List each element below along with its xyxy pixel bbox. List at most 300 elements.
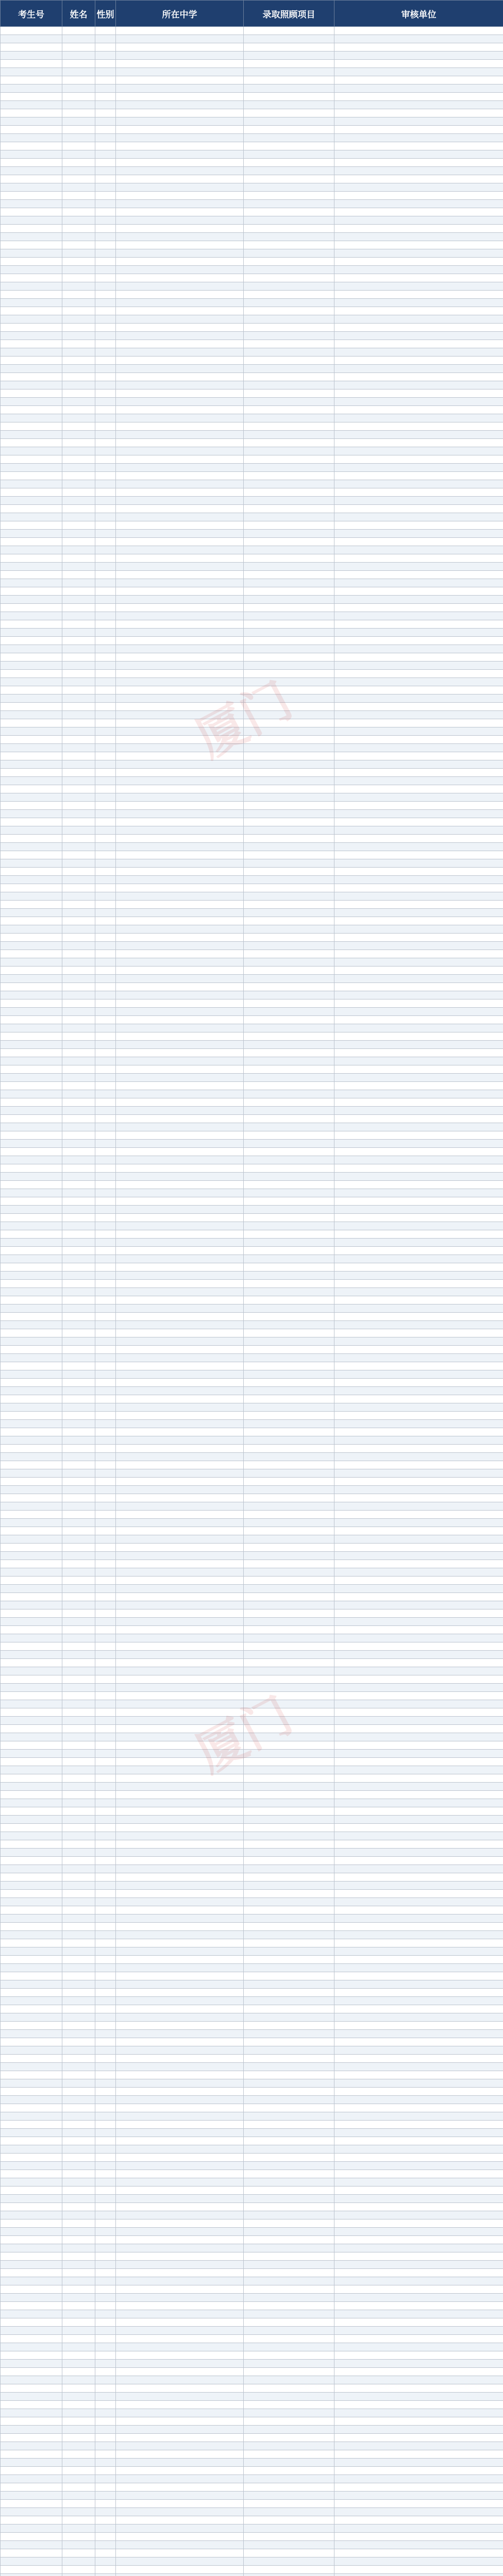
table-row	[1, 68, 503, 76]
table-cell	[62, 1469, 95, 1478]
table-cell	[116, 868, 244, 876]
table-row	[1, 983, 503, 991]
table-cell	[1, 2121, 62, 2129]
table-cell	[62, 1898, 95, 1906]
table-cell	[1, 35, 62, 43]
table-cell	[95, 134, 116, 142]
table-cell	[62, 2030, 95, 2038]
table-cell	[244, 1824, 334, 1832]
table-cell	[244, 2129, 334, 2137]
table-row	[1, 431, 503, 439]
table-cell	[1, 1758, 62, 1766]
table-cell	[1, 2508, 62, 2516]
table-cell	[334, 167, 503, 175]
table-cell	[334, 1304, 503, 1313]
table-cell	[244, 1379, 334, 1387]
table-cell	[62, 1626, 95, 1634]
table-cell	[95, 1865, 116, 1873]
table-cell	[116, 694, 244, 703]
table-cell	[95, 826, 116, 835]
table-row	[1, 1947, 503, 1956]
table-cell	[1, 1428, 62, 1436]
table-cell	[244, 1783, 334, 1791]
table-cell	[95, 2261, 116, 2269]
table-cell	[116, 1865, 244, 1873]
table-cell	[62, 150, 95, 159]
table-cell	[1, 1609, 62, 1618]
table-cell	[334, 365, 503, 373]
table-cell	[244, 134, 334, 142]
table-cell	[1, 1486, 62, 1494]
table-cell	[334, 1239, 503, 1247]
table-cell	[1, 2211, 62, 2219]
table-row	[1, 2187, 503, 2195]
table-cell	[95, 818, 116, 826]
table-cell	[1, 563, 62, 571]
table-row	[1, 1708, 503, 1717]
table-cell	[116, 142, 244, 150]
table-cell	[1, 1585, 62, 1593]
table-cell	[95, 2063, 116, 2071]
table-cell	[116, 703, 244, 711]
table-cell	[1, 1189, 62, 1197]
table-cell	[95, 1346, 116, 1354]
table-cell	[244, 736, 334, 744]
table-cell	[95, 1206, 116, 1214]
table-cell	[244, 1956, 334, 1964]
table-cell	[62, 1173, 95, 1181]
table-cell	[116, 2467, 244, 2475]
table-cell	[62, 1140, 95, 1148]
table-cell	[95, 596, 116, 604]
table-row	[1, 233, 503, 241]
table-cell	[116, 1560, 244, 1568]
table-cell	[334, 266, 503, 274]
table-cell	[95, 1560, 116, 1568]
table-row	[1, 1478, 503, 1486]
table-cell	[1, 324, 62, 332]
table-cell	[95, 1214, 116, 1222]
table-cell	[244, 68, 334, 76]
table-row	[1, 859, 503, 868]
table-cell	[62, 1461, 95, 1469]
table-cell	[1, 183, 62, 192]
table-cell	[334, 2079, 503, 2088]
table-cell	[116, 2178, 244, 2187]
table-cell	[244, 2096, 334, 2104]
table-cell	[116, 538, 244, 546]
table-cell	[95, 2154, 116, 2162]
table-cell	[334, 258, 503, 266]
table-row	[1, 2376, 503, 2384]
table-cell	[1, 1412, 62, 1420]
table-cell	[334, 1090, 503, 1098]
table-cell	[334, 2360, 503, 2368]
table-row	[1, 744, 503, 752]
table-row	[1, 843, 503, 851]
table-row	[1, 2557, 503, 2566]
table-cell	[116, 2434, 244, 2442]
table-cell	[334, 513, 503, 521]
table-row	[1, 1239, 503, 1247]
table-cell	[244, 1931, 334, 1939]
table-cell	[1, 810, 62, 818]
table-row	[1, 497, 503, 505]
table-cell	[62, 554, 95, 563]
table-cell	[62, 1436, 95, 1445]
table-cell	[1, 662, 62, 670]
table-cell	[62, 645, 95, 653]
table-cell	[334, 1156, 503, 1164]
table-cell	[1, 480, 62, 488]
table-cell	[244, 1791, 334, 1799]
table-cell	[334, 1173, 503, 1181]
table-cell	[334, 1362, 503, 1370]
table-cell	[95, 554, 116, 563]
table-cell	[95, 192, 116, 200]
table-row	[1, 192, 503, 200]
table-cell	[62, 357, 95, 365]
table-cell	[62, 315, 95, 324]
table-cell	[116, 150, 244, 159]
table-cell	[116, 1420, 244, 1428]
table-cell	[95, 2459, 116, 2467]
table-cell	[244, 999, 334, 1008]
table-cell	[116, 2088, 244, 2096]
table-cell	[334, 282, 503, 291]
table-cell	[244, 1914, 334, 1923]
table-cell	[1, 1799, 62, 1807]
table-cell	[116, 1222, 244, 1230]
table-cell	[116, 2508, 244, 2516]
table-row	[1, 2475, 503, 2483]
table-row	[1, 1857, 503, 1865]
table-cell	[62, 291, 95, 299]
table-cell	[62, 1412, 95, 1420]
table-cell	[116, 1008, 244, 1016]
table-cell	[334, 2096, 503, 2104]
table-cell	[1, 826, 62, 835]
table-row	[1, 876, 503, 884]
table-cell	[1, 315, 62, 324]
table-cell	[244, 2434, 334, 2442]
table-cell	[95, 1403, 116, 1412]
table-cell	[244, 2541, 334, 2549]
table-cell	[244, 1164, 334, 1173]
table-row	[1, 1428, 503, 1436]
table-cell	[95, 2409, 116, 2417]
table-cell	[116, 2154, 244, 2162]
table-cell	[62, 2211, 95, 2219]
table-cell	[244, 2442, 334, 2450]
table-cell	[62, 2541, 95, 2549]
table-cell	[116, 835, 244, 843]
table-cell	[334, 299, 503, 307]
table-cell	[244, 241, 334, 249]
table-cell	[116, 398, 244, 406]
table-cell	[95, 52, 116, 60]
table-cell	[244, 76, 334, 84]
table-cell	[1, 1230, 62, 1239]
table-cell	[334, 1890, 503, 1898]
table-cell	[334, 1766, 503, 1774]
table-cell	[1, 291, 62, 299]
table-cell	[62, 587, 95, 596]
table-cell	[1, 975, 62, 983]
table-cell	[62, 1642, 95, 1651]
table-cell	[62, 2071, 95, 2079]
table-row	[1, 950, 503, 958]
table-cell	[62, 381, 95, 389]
table-row	[1, 488, 503, 497]
table-cell	[244, 546, 334, 554]
table-cell	[95, 653, 116, 662]
table-cell	[244, 299, 334, 307]
table-cell	[116, 1939, 244, 1947]
table-row	[1, 1741, 503, 1750]
table-cell	[334, 241, 503, 249]
table-cell	[334, 142, 503, 150]
table-row	[1, 1131, 503, 1140]
table-cell	[1, 1049, 62, 1057]
table-cell	[62, 2244, 95, 2252]
table-cell	[334, 1997, 503, 2005]
table-cell	[244, 1502, 334, 1511]
table-cell	[116, 1882, 244, 1890]
table-row	[1, 967, 503, 975]
table-cell	[62, 612, 95, 620]
table-cell	[334, 1840, 503, 1849]
table-cell	[244, 563, 334, 571]
table-row	[1, 1890, 503, 1898]
table-cell	[95, 1288, 116, 1296]
table-cell	[334, 2401, 503, 2409]
table-cell	[334, 1989, 503, 1997]
table-cell	[95, 1337, 116, 1346]
table-cell	[116, 1140, 244, 1148]
table-cell	[62, 711, 95, 719]
table-cell	[116, 2483, 244, 2492]
table-row	[1, 2310, 503, 2318]
table-cell	[1, 381, 62, 389]
table-cell	[1, 521, 62, 530]
table-cell	[116, 554, 244, 563]
table-cell	[62, 1733, 95, 1741]
table-cell	[62, 752, 95, 760]
table-cell	[244, 1107, 334, 1115]
table-cell	[1, 1370, 62, 1379]
table-cell	[244, 2277, 334, 2285]
table-cell	[62, 2302, 95, 2310]
table-cell	[62, 1609, 95, 1618]
table-cell	[116, 942, 244, 950]
table-cell	[1, 1725, 62, 1733]
table-cell	[334, 488, 503, 497]
table-cell	[95, 2417, 116, 2426]
table-cell	[116, 1313, 244, 1321]
table-cell	[334, 2145, 503, 2154]
table-cell	[334, 1898, 503, 1906]
table-cell	[244, 505, 334, 513]
table-cell	[1, 967, 62, 975]
table-cell	[244, 2046, 334, 2055]
table-cell	[95, 2005, 116, 2013]
table-cell	[334, 1082, 503, 1090]
table-cell	[1, 1857, 62, 1865]
table-row	[1, 1486, 503, 1494]
table-cell	[1, 950, 62, 958]
table-cell	[334, 389, 503, 398]
table-cell	[334, 183, 503, 192]
table-cell	[1, 868, 62, 876]
table-row	[1, 447, 503, 455]
table-cell	[1, 1708, 62, 1717]
table-cell	[116, 1395, 244, 1403]
table-cell	[62, 1214, 95, 1222]
table-cell	[1, 1156, 62, 1164]
table-cell	[95, 365, 116, 373]
table-cell	[116, 1494, 244, 1502]
table-cell	[116, 1519, 244, 1527]
table-cell	[116, 2549, 244, 2557]
table-cell	[62, 769, 95, 777]
table-cell	[334, 934, 503, 942]
table-cell	[95, 1074, 116, 1082]
table-cell	[62, 1387, 95, 1395]
table-cell	[62, 1593, 95, 1601]
table-cell	[116, 1684, 244, 1692]
table-cell	[62, 1700, 95, 1708]
table-cell	[1, 1972, 62, 1980]
table-cell	[62, 983, 95, 991]
table-cell	[62, 200, 95, 208]
table-cell	[62, 1346, 95, 1354]
table-cell	[116, 1346, 244, 1354]
table-cell	[244, 1214, 334, 1222]
table-cell	[95, 1659, 116, 1667]
table-cell	[116, 2030, 244, 2038]
table-cell	[334, 538, 503, 546]
table-cell	[95, 1725, 116, 1733]
table-cell	[1, 802, 62, 810]
table-row	[1, 159, 503, 167]
table-cell	[244, 1593, 334, 1601]
table-row	[1, 917, 503, 925]
table-cell	[1, 934, 62, 942]
table-cell	[62, 1947, 95, 1956]
table-cell	[1, 571, 62, 579]
table-cell	[116, 925, 244, 934]
table-cell	[62, 2417, 95, 2426]
table-row	[1, 348, 503, 357]
table-cell	[62, 2360, 95, 2368]
table-cell	[62, 126, 95, 134]
table-cell	[116, 587, 244, 596]
table-cell	[244, 1906, 334, 1914]
table-cell	[95, 1807, 116, 1816]
table-row	[1, 1568, 503, 1577]
table-cell	[334, 2038, 503, 2046]
table-cell	[95, 340, 116, 348]
table-cell	[95, 1593, 116, 1601]
table-cell	[334, 604, 503, 612]
table-cell	[334, 1568, 503, 1577]
table-cell	[1, 2203, 62, 2211]
table-cell	[334, 2557, 503, 2566]
table-cell	[62, 2261, 95, 2269]
table-row	[1, 2063, 503, 2071]
table-cell	[116, 1914, 244, 1923]
table-row	[1, 653, 503, 662]
table-cell	[244, 1329, 334, 1337]
table-cell	[244, 332, 334, 340]
table-row	[1, 332, 503, 340]
table-cell	[116, 307, 244, 315]
table-cell	[62, 332, 95, 340]
table-cell	[95, 1783, 116, 1791]
table-cell	[244, 2178, 334, 2187]
table-cell	[116, 348, 244, 357]
table-cell	[244, 1997, 334, 2005]
table-cell	[95, 835, 116, 843]
table-row	[1, 2401, 503, 2409]
table-cell	[244, 1173, 334, 1181]
table-cell	[95, 1972, 116, 1980]
table-cell	[1, 2046, 62, 2055]
table-cell	[95, 225, 116, 233]
table-cell	[1, 76, 62, 84]
table-cell	[244, 1370, 334, 1379]
table-cell	[116, 1577, 244, 1585]
table-cell	[95, 1453, 116, 1461]
table-cell	[95, 2426, 116, 2434]
table-cell	[1, 241, 62, 249]
table-cell	[95, 357, 116, 365]
table-cell	[1, 1024, 62, 1032]
table-cell	[95, 694, 116, 703]
table-cell	[334, 2541, 503, 2549]
table-cell	[1, 1453, 62, 1461]
table-cell	[334, 216, 503, 225]
table-cell	[334, 1585, 503, 1593]
table-cell	[1, 274, 62, 282]
table-row	[1, 1807, 503, 1816]
table-row	[1, 958, 503, 967]
table-cell	[244, 340, 334, 348]
table-cell	[244, 1494, 334, 1502]
table-cell	[62, 1263, 95, 1272]
table-cell	[334, 464, 503, 472]
table-cell	[95, 2252, 116, 2261]
table-cell	[95, 2187, 116, 2195]
table-cell	[1, 2475, 62, 2483]
table-cell	[244, 1436, 334, 1445]
table-cell	[95, 406, 116, 414]
table-cell	[1, 1057, 62, 1065]
table-cell	[95, 678, 116, 686]
table-cell	[62, 967, 95, 975]
table-cell	[62, 109, 95, 117]
table-cell	[1, 596, 62, 604]
table-cell	[1, 859, 62, 868]
table-row	[1, 727, 503, 736]
table-cell	[95, 1980, 116, 1989]
table-cell	[95, 1824, 116, 1832]
table-cell	[334, 1577, 503, 1585]
table-cell	[334, 2475, 503, 2483]
table-cell	[95, 1090, 116, 1098]
table-cell	[244, 1890, 334, 1898]
